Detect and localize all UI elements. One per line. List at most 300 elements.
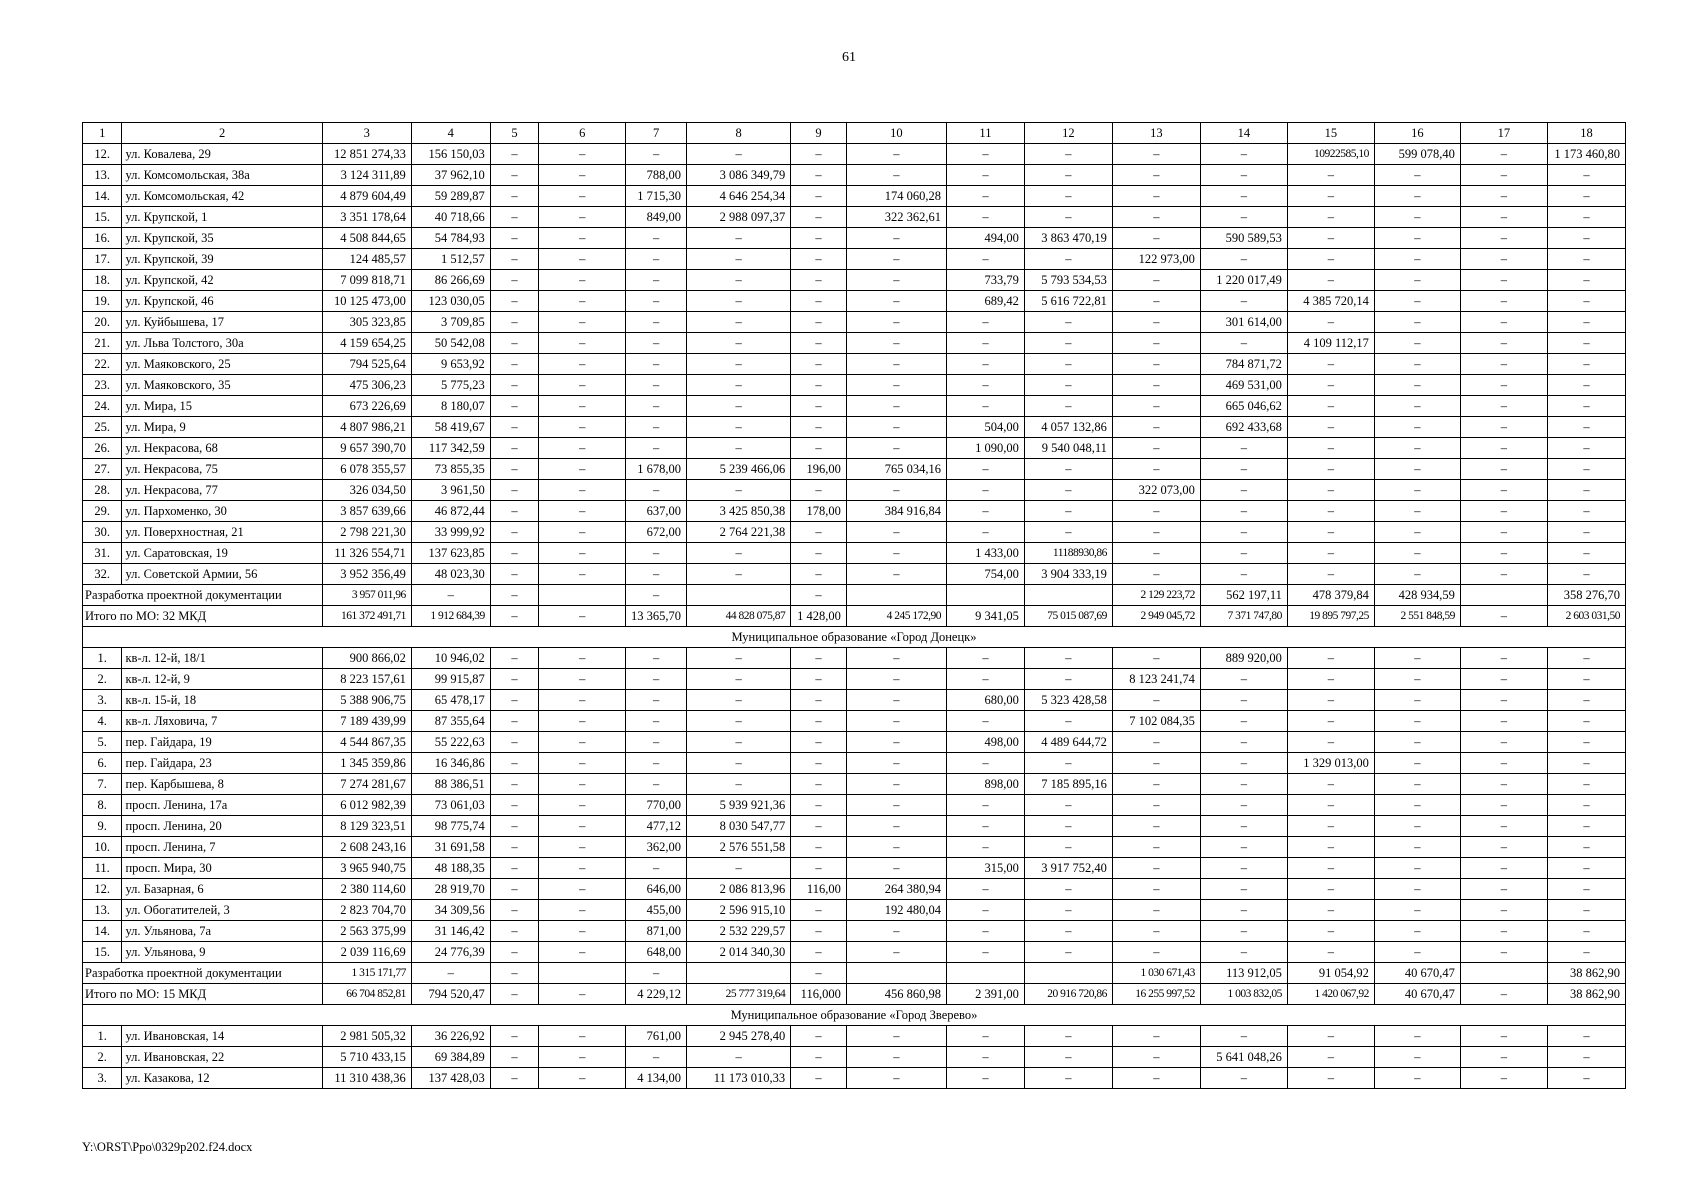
summary-row [83, 984, 1626, 1005]
summary-cell: – [411, 963, 490, 984]
value-cell: – [946, 480, 1024, 501]
value-cell: – [539, 459, 626, 480]
row-number: 28. [83, 480, 122, 501]
value-cell: 12 851 274,33 [322, 144, 411, 165]
value-cell: – [490, 690, 539, 711]
value-cell: – [626, 354, 687, 375]
value-cell: – [1460, 1047, 1547, 1068]
value-cell: 770,00 [626, 795, 687, 816]
value-cell: 646,00 [626, 879, 687, 900]
value-cell: – [846, 249, 946, 270]
value-cell: – [1547, 501, 1625, 522]
value-cell: 384 916,84 [846, 501, 946, 522]
value-cell: 137 428,03 [411, 1068, 490, 1089]
value-cell: – [1547, 186, 1625, 207]
building-address: ул. Крупской, 39 [122, 249, 322, 270]
row-number: 15. [83, 942, 122, 963]
value-cell: 8 223 157,61 [322, 669, 411, 690]
value-cell: – [686, 480, 790, 501]
value-cell: – [1460, 879, 1547, 900]
value-cell: – [490, 900, 539, 921]
summary-cell: 4 245 172,90 [846, 606, 946, 627]
value-cell: – [539, 879, 626, 900]
summary-cell [686, 585, 790, 606]
value-cell: – [686, 417, 790, 438]
value-cell: 37 962,10 [411, 165, 490, 186]
value-cell: 871,00 [626, 921, 687, 942]
value-cell: – [1460, 459, 1547, 480]
building-address: ул. Комсомольская, 38а [122, 165, 322, 186]
value-cell: 5 616 722,81 [1024, 291, 1112, 312]
value-cell: 504,00 [946, 417, 1024, 438]
value-cell: – [1374, 354, 1460, 375]
value-cell: – [791, 774, 847, 795]
value-cell: – [539, 774, 626, 795]
building-address: ул. Маяковского, 25 [122, 354, 322, 375]
value-cell: 2 576 551,58 [686, 837, 790, 858]
value-cell: 3 961,50 [411, 480, 490, 501]
value-cell: – [1024, 816, 1112, 837]
value-cell: – [539, 1026, 626, 1047]
value-cell: 322 362,61 [846, 207, 946, 228]
value-cell: – [539, 690, 626, 711]
value-cell: – [1460, 711, 1547, 732]
value-cell: – [791, 795, 847, 816]
value-cell: 36 226,92 [411, 1026, 490, 1047]
value-cell: – [1547, 774, 1625, 795]
value-cell: – [1460, 522, 1547, 543]
table-row [83, 186, 1626, 207]
column-number: 9 [791, 123, 847, 144]
value-cell: – [1547, 312, 1625, 333]
row-number: 8. [83, 795, 122, 816]
value-cell: – [1460, 438, 1547, 459]
summary-cell: 1 003 832,05 [1200, 984, 1287, 1005]
value-cell: – [1374, 900, 1460, 921]
value-cell: – [1287, 438, 1374, 459]
value-cell: – [791, 270, 847, 291]
value-cell: 2 823 704,70 [322, 900, 411, 921]
value-cell: – [1460, 270, 1547, 291]
summary-cell: 1 912 684,39 [411, 606, 490, 627]
row-number: 9. [83, 816, 122, 837]
value-cell: – [686, 375, 790, 396]
value-cell: – [1460, 690, 1547, 711]
value-cell: – [539, 921, 626, 942]
value-cell: – [1547, 816, 1625, 837]
value-cell: 48 023,30 [411, 564, 490, 585]
value-cell: 5 323 428,58 [1024, 690, 1112, 711]
row-number: 12. [83, 144, 122, 165]
value-cell: – [626, 753, 687, 774]
summary-cell: 4 229,12 [626, 984, 687, 1005]
value-cell: – [686, 228, 790, 249]
value-cell: – [846, 165, 946, 186]
value-cell: 788,00 [626, 165, 687, 186]
value-cell: – [846, 438, 946, 459]
value-cell: – [626, 1047, 687, 1068]
value-cell: – [539, 144, 626, 165]
value-cell: – [791, 144, 847, 165]
value-cell: 849,00 [626, 207, 687, 228]
value-cell: 754,00 [946, 564, 1024, 585]
value-cell: – [686, 270, 790, 291]
value-cell: – [626, 711, 687, 732]
value-cell: – [946, 144, 1024, 165]
value-cell: – [791, 228, 847, 249]
column-number: 6 [539, 123, 626, 144]
value-cell: – [1200, 438, 1287, 459]
value-cell: – [1287, 522, 1374, 543]
value-cell: – [1460, 186, 1547, 207]
summary-cell: 1 420 067,92 [1287, 984, 1374, 1005]
value-cell: 24 776,39 [411, 942, 490, 963]
value-cell: – [1287, 837, 1374, 858]
value-cell: – [1374, 312, 1460, 333]
value-cell: – [490, 879, 539, 900]
value-cell: 322 073,00 [1112, 480, 1200, 501]
value-cell: – [539, 858, 626, 879]
value-cell: – [490, 1047, 539, 1068]
building-address: пер. Гайдара, 19 [122, 732, 322, 753]
value-cell: – [791, 564, 847, 585]
value-cell: – [1547, 942, 1625, 963]
value-cell: – [1287, 459, 1374, 480]
value-cell: – [791, 186, 847, 207]
value-cell: – [539, 564, 626, 585]
value-cell: – [791, 1026, 847, 1047]
value-cell: 6 078 355,57 [322, 459, 411, 480]
value-cell: – [1200, 480, 1287, 501]
value-cell: 2 014 340,30 [686, 942, 790, 963]
value-cell: 599 078,40 [1374, 144, 1460, 165]
value-cell: – [490, 186, 539, 207]
value-cell: – [946, 795, 1024, 816]
summary-cell: 91 054,92 [1287, 963, 1374, 984]
value-cell: – [791, 312, 847, 333]
value-cell: 680,00 [946, 690, 1024, 711]
value-cell: – [1374, 858, 1460, 879]
value-cell: – [1024, 144, 1112, 165]
value-cell: – [1547, 753, 1625, 774]
value-cell: – [1287, 165, 1374, 186]
value-cell: – [846, 228, 946, 249]
summary-cell: 2 603 031,50 [1547, 606, 1625, 627]
value-cell: – [1460, 354, 1547, 375]
value-cell: – [1547, 480, 1625, 501]
value-cell: 8 030 547,77 [686, 816, 790, 837]
value-cell: 3 904 333,19 [1024, 564, 1112, 585]
value-cell: 50 542,08 [411, 333, 490, 354]
value-cell: – [1112, 543, 1200, 564]
value-cell: – [1460, 144, 1547, 165]
row-number: 22. [83, 354, 122, 375]
value-cell: 137 623,85 [411, 543, 490, 564]
value-cell: – [1200, 564, 1287, 585]
value-cell: – [1460, 501, 1547, 522]
table-row [83, 165, 1626, 186]
value-cell: – [1460, 858, 1547, 879]
value-cell: – [686, 543, 790, 564]
value-cell: – [1024, 312, 1112, 333]
value-cell: – [846, 732, 946, 753]
value-cell: – [626, 732, 687, 753]
value-cell: – [846, 648, 946, 669]
value-cell: 178,00 [791, 501, 847, 522]
value-cell: – [791, 1047, 847, 1068]
value-cell: 3 425 850,38 [686, 501, 790, 522]
value-cell: 10922585,10 [1287, 144, 1374, 165]
value-cell: – [1460, 165, 1547, 186]
value-cell: – [1200, 669, 1287, 690]
value-cell: – [1200, 900, 1287, 921]
value-cell: 4 159 654,25 [322, 333, 411, 354]
value-cell: 174 060,28 [846, 186, 946, 207]
value-cell: 4 057 132,86 [1024, 417, 1112, 438]
table-row [83, 312, 1626, 333]
value-cell: 2 764 221,38 [686, 522, 790, 543]
value-cell: 2 380 114,60 [322, 879, 411, 900]
value-cell: – [1547, 1068, 1625, 1089]
summary-cell [686, 963, 790, 984]
value-cell: – [1112, 228, 1200, 249]
value-cell: – [1374, 690, 1460, 711]
value-cell: – [490, 795, 539, 816]
value-cell: – [1287, 564, 1374, 585]
value-cell: – [1200, 753, 1287, 774]
value-cell: – [1112, 312, 1200, 333]
value-cell: – [1287, 375, 1374, 396]
value-cell: 98 775,74 [411, 816, 490, 837]
value-cell: – [846, 1047, 946, 1068]
value-cell: – [490, 480, 539, 501]
summary-cell: 794 520,47 [411, 984, 490, 1005]
table-row [83, 417, 1626, 438]
row-number: 17. [83, 249, 122, 270]
value-cell: 1 512,57 [411, 249, 490, 270]
value-cell: – [791, 207, 847, 228]
value-cell: – [946, 312, 1024, 333]
value-cell: – [846, 816, 946, 837]
value-cell: – [490, 354, 539, 375]
value-cell: – [1374, 417, 1460, 438]
column-number: 8 [686, 123, 790, 144]
value-cell: – [539, 1068, 626, 1089]
row-number: 25. [83, 417, 122, 438]
value-cell: 689,42 [946, 291, 1024, 312]
value-cell: 11 326 554,71 [322, 543, 411, 564]
value-cell: – [626, 312, 687, 333]
value-cell: – [1460, 753, 1547, 774]
value-cell: – [490, 291, 539, 312]
value-cell: 1 090,00 [946, 438, 1024, 459]
column-number-row [83, 123, 1626, 144]
row-number: 15. [83, 207, 122, 228]
value-cell: – [1374, 522, 1460, 543]
value-cell: 2 532 229,57 [686, 921, 790, 942]
value-cell: – [539, 900, 626, 921]
value-cell: – [539, 207, 626, 228]
value-cell: – [490, 669, 539, 690]
value-cell: – [539, 543, 626, 564]
row-number: 16. [83, 228, 122, 249]
value-cell: – [1112, 438, 1200, 459]
value-cell: – [1200, 459, 1287, 480]
value-cell: – [1200, 333, 1287, 354]
value-cell: 5 388 906,75 [322, 690, 411, 711]
value-cell: – [1460, 291, 1547, 312]
summary-cell: 116,000 [791, 984, 847, 1005]
value-cell: – [1112, 522, 1200, 543]
table-row [83, 816, 1626, 837]
value-cell: 7 102 084,35 [1112, 711, 1200, 732]
table-row [83, 480, 1626, 501]
value-cell: – [1374, 1026, 1460, 1047]
value-cell: 477,12 [626, 816, 687, 837]
building-address: ул. Пархоменко, 30 [122, 501, 322, 522]
value-cell: – [791, 333, 847, 354]
summary-cell: 1 315 171,77 [322, 963, 411, 984]
row-number: 2. [83, 669, 122, 690]
row-number: 19. [83, 291, 122, 312]
value-cell: – [1200, 711, 1287, 732]
value-cell: 1 715,30 [626, 186, 687, 207]
value-cell: 54 784,93 [411, 228, 490, 249]
program-table [82, 122, 1626, 1089]
value-cell: – [490, 732, 539, 753]
summary-cell: 7 371 747,80 [1200, 606, 1287, 627]
value-cell: – [1374, 543, 1460, 564]
value-cell: – [946, 333, 1024, 354]
value-cell: – [946, 354, 1024, 375]
value-cell: – [1374, 816, 1460, 837]
value-cell: – [1024, 921, 1112, 942]
value-cell: 2 988 097,37 [686, 207, 790, 228]
value-cell: – [1460, 543, 1547, 564]
value-cell: 8 129 323,51 [322, 816, 411, 837]
value-cell: – [1112, 1047, 1200, 1068]
building-address: ул. Казакова, 12 [122, 1068, 322, 1089]
value-cell: – [846, 543, 946, 564]
row-number: 2. [83, 1047, 122, 1068]
value-cell: 122 973,00 [1112, 249, 1200, 270]
value-cell: – [1460, 900, 1547, 921]
value-cell: – [791, 648, 847, 669]
summary-row [83, 606, 1626, 627]
value-cell: – [1112, 270, 1200, 291]
value-cell: – [686, 1047, 790, 1068]
value-cell: – [1460, 669, 1547, 690]
value-cell: – [1460, 228, 1547, 249]
value-cell: – [1547, 900, 1625, 921]
table-row [83, 438, 1626, 459]
building-address: ул. Базарная, 6 [122, 879, 322, 900]
value-cell: – [686, 354, 790, 375]
summary-cell: 38 862,90 [1547, 984, 1625, 1005]
table-row [83, 1047, 1626, 1068]
value-cell: – [490, 858, 539, 879]
value-cell: – [1374, 186, 1460, 207]
value-cell: – [539, 165, 626, 186]
value-cell: – [1200, 774, 1287, 795]
value-cell: – [1024, 837, 1112, 858]
value-cell: 11188930,86 [1024, 543, 1112, 564]
value-cell: – [846, 144, 946, 165]
building-address: просп. Ленина, 17а [122, 795, 322, 816]
table-row [83, 375, 1626, 396]
value-cell: – [946, 186, 1024, 207]
value-cell: – [1547, 375, 1625, 396]
value-cell: – [946, 1047, 1024, 1068]
building-address: ул. Ивановская, 14 [122, 1026, 322, 1047]
value-cell: – [686, 396, 790, 417]
value-cell: – [1112, 186, 1200, 207]
page-number: 61 [842, 50, 856, 65]
building-address: ул. Крупской, 42 [122, 270, 322, 291]
value-cell: 1 678,00 [626, 459, 687, 480]
value-cell: 73 855,35 [411, 459, 490, 480]
value-cell: – [539, 942, 626, 963]
table-row [83, 564, 1626, 585]
value-cell: – [1460, 648, 1547, 669]
value-cell: 784 871,72 [1200, 354, 1287, 375]
value-cell: – [1024, 459, 1112, 480]
value-cell: 4 807 986,21 [322, 417, 411, 438]
value-cell: – [946, 207, 1024, 228]
value-cell: – [791, 375, 847, 396]
value-cell: – [1460, 732, 1547, 753]
value-cell: – [1200, 165, 1287, 186]
value-cell: 5 710 433,15 [322, 1047, 411, 1068]
value-cell: – [1287, 648, 1374, 669]
table-row [83, 228, 1626, 249]
value-cell: 7 099 818,71 [322, 270, 411, 291]
value-cell: – [791, 396, 847, 417]
value-cell: – [1200, 522, 1287, 543]
value-cell: – [1112, 291, 1200, 312]
table-row [83, 669, 1626, 690]
value-cell: – [490, 564, 539, 585]
value-cell: – [1460, 333, 1547, 354]
value-cell: 4 109 112,17 [1287, 333, 1374, 354]
row-number: 30. [83, 522, 122, 543]
building-address: пер. Карбышева, 8 [122, 774, 322, 795]
value-cell: – [626, 480, 687, 501]
value-cell: 455,00 [626, 900, 687, 921]
value-cell: – [846, 270, 946, 291]
value-cell: – [1024, 396, 1112, 417]
value-cell: – [539, 438, 626, 459]
value-cell: – [946, 816, 1024, 837]
value-cell: – [490, 648, 539, 669]
value-cell: – [846, 711, 946, 732]
value-cell: – [1547, 690, 1625, 711]
value-cell: 6 012 982,39 [322, 795, 411, 816]
value-cell: – [1547, 795, 1625, 816]
value-cell: 3 965 940,75 [322, 858, 411, 879]
building-address: ул. Некрасова, 68 [122, 438, 322, 459]
value-cell: – [791, 753, 847, 774]
value-cell: – [1287, 207, 1374, 228]
summary-cell [539, 963, 626, 984]
value-cell: – [1024, 165, 1112, 186]
value-cell: – [539, 375, 626, 396]
value-cell: – [539, 249, 626, 270]
building-address: ул. Ульянова, 9 [122, 942, 322, 963]
value-cell: – [626, 543, 687, 564]
value-cell: – [1460, 564, 1547, 585]
value-cell: 1 345 359,86 [322, 753, 411, 774]
